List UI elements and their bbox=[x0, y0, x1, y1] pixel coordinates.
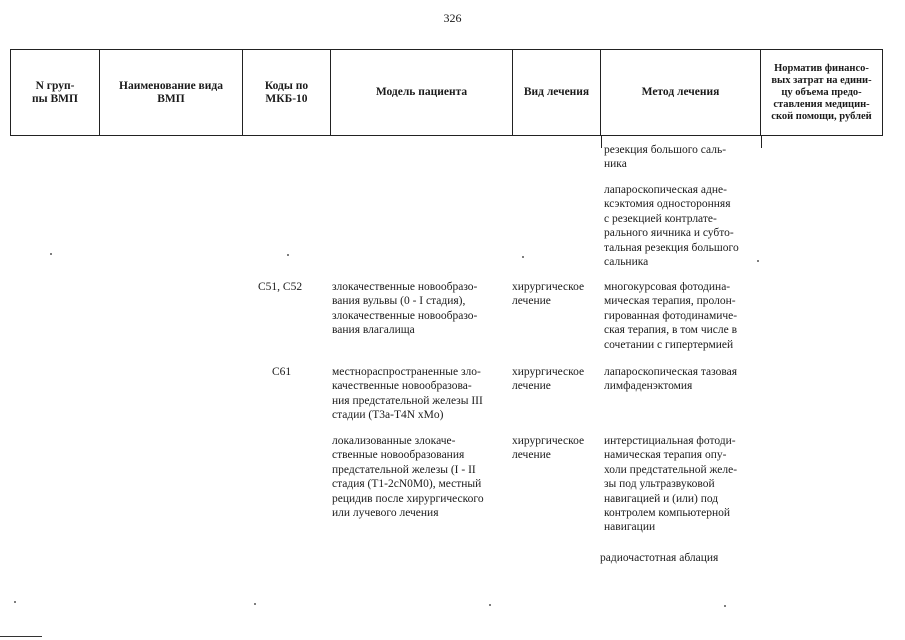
header-vmp-name: Наименование вида ВМП bbox=[100, 50, 243, 136]
scan-speck bbox=[254, 603, 256, 605]
scan-speck bbox=[287, 254, 289, 256]
method-cell: интерстициальная фотоди- намическая терапия опу- холи предстательной желе- зы под ультразвуковой навигацией и (или) под контролем компьютерной навигации bbox=[604, 435, 738, 534]
method-cell: резекция большого саль- ника bbox=[604, 144, 727, 171]
header-cost-norm: Норматив финансо- вых затрат на едини- цу объема предо- ставления медицин- ской помощи, рублей bbox=[761, 50, 883, 136]
header-treatment-type: Вид лечения bbox=[513, 50, 601, 136]
model-cell: злокачественные новообразо- вания вульвы (0 - I стадия), злокачественные новообразо- вания влагалища bbox=[332, 281, 478, 337]
scan-speck bbox=[489, 604, 491, 606]
header-icd-codes: Коды по МКБ-10 bbox=[243, 50, 331, 136]
treatment-cell: хирургическое лечение bbox=[512, 281, 585, 308]
footnote-rule bbox=[0, 636, 42, 637]
scan-speck bbox=[724, 605, 726, 607]
column-divider-right bbox=[761, 135, 762, 148]
page-number: 326 bbox=[443, 11, 462, 25]
icd-cell: C51, C52 bbox=[258, 281, 303, 293]
treatment-cell: хирургическое лечение bbox=[512, 366, 585, 393]
header-treatment-method: Метод лечения bbox=[601, 50, 761, 136]
scan-speck bbox=[50, 253, 52, 255]
icd-cell: C61 bbox=[272, 366, 292, 378]
column-divider-left bbox=[601, 135, 602, 148]
scan-speck bbox=[14, 601, 16, 603]
header-patient-model: Модель пациента bbox=[331, 50, 513, 136]
scan-speck bbox=[757, 260, 759, 262]
method-cell: многокурсовая фотодина- мическая терапия, пролон- гированная фотодинамиче- ская терапия, в том числе в сочетании с гипертермией bbox=[604, 281, 738, 351]
treatment-cell: хирургическое лечение bbox=[512, 435, 585, 462]
method-cell: лапароскопическая тазовая лимфаденэктомия bbox=[604, 366, 738, 393]
table-header bbox=[10, 49, 883, 136]
header-group-number: N груп- пы ВМП bbox=[11, 50, 100, 136]
model-cell: местнораспространенные зло- качественные новообразова- ния предстательной железы III стадии (T3a-T4N xMo) bbox=[332, 366, 483, 422]
model-cell: локализованные злокаче- ственные новообразования предстательной железы (I - II стадия (T1-2cN0M0), местный рецидив после хирургического или лучевого лечения bbox=[332, 435, 484, 520]
method-cell: лапароскопическая адне- ксэктомия односторонняя с резекцией контрлате- рального яичника и субто- тальная резекция большого сальника bbox=[604, 184, 739, 269]
method-cell: радиочастотная аблация bbox=[600, 552, 719, 564]
scan-speck bbox=[522, 256, 524, 258]
